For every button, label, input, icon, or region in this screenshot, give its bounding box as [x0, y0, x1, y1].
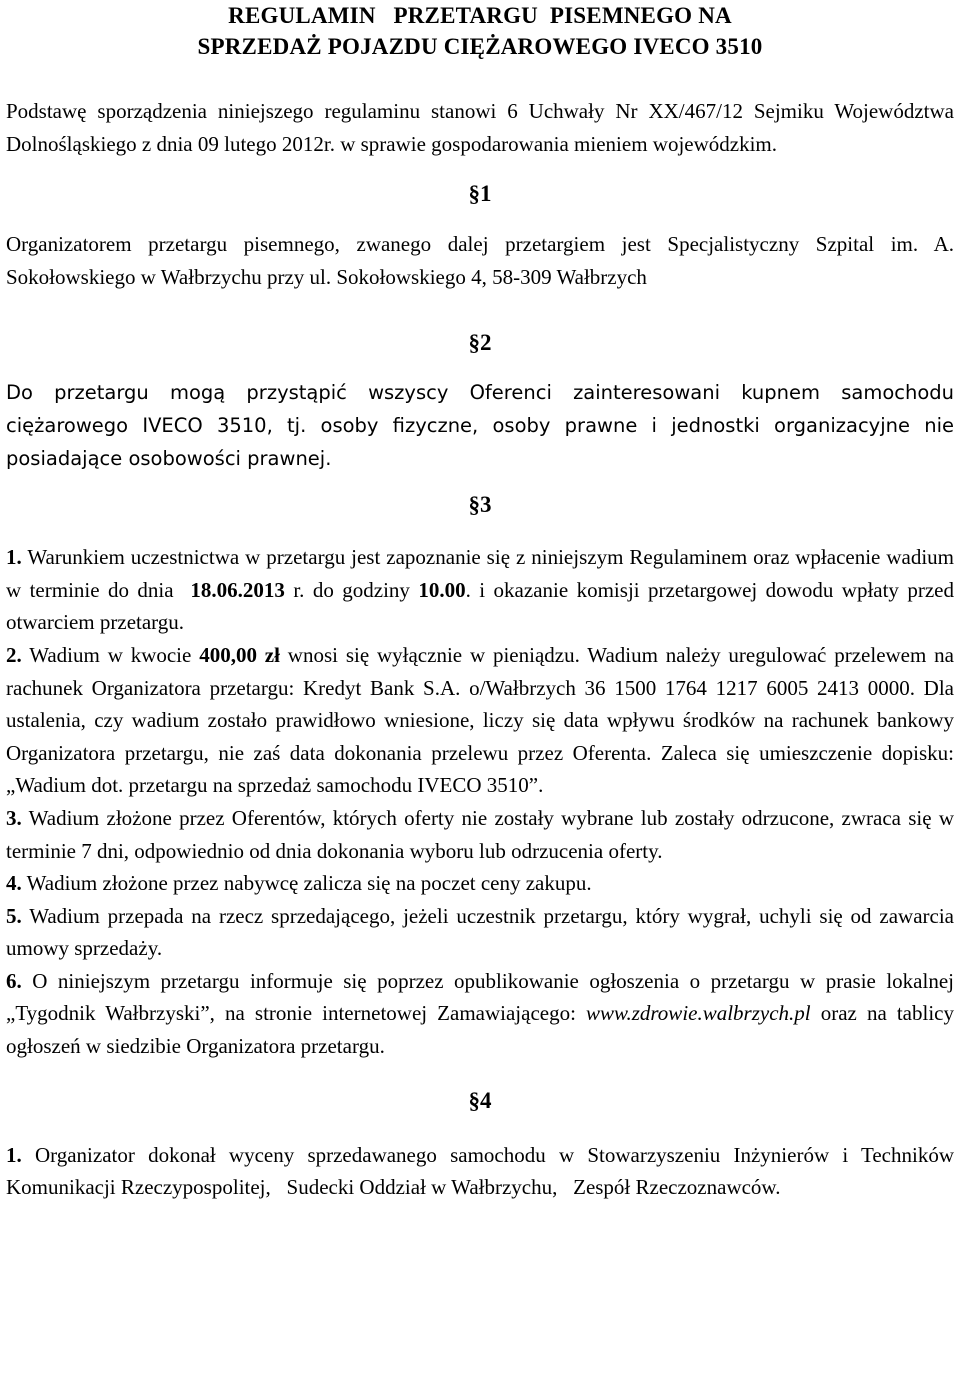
point-number: 5.: [6, 903, 22, 928]
section-3-point-4: [6, 867, 954, 900]
title-line-1: REGULAMIN PRZETARGU PISEMNEGO NA: [228, 3, 732, 28]
section-symbol: §: [468, 1087, 480, 1113]
document-title: [6, 0, 954, 62]
point-number: 2.: [6, 642, 22, 667]
section-3-point-5: [6, 900, 954, 965]
section-1-heading: [6, 178, 954, 210]
point-number: 4.: [6, 871, 22, 896]
point-number: 1.: [6, 1142, 22, 1167]
section-4-heading: [6, 1085, 954, 1117]
point-text: wnosi się wyłącznie w pieniądzu. Wadium należy uregulować przelewem na rachunek Organizatora przetargu: Kredyt Bank S.A. o/Wałbrzych 36 1500 1764 1217 6005 2413 0000. Dla ustalenia, czy wadium zostało prawidłowo wniesione, liczy się data wpływu środków na rachunek bankowy Organizatora przetargu, nie zaś data dokonania przelewu przez Oferenta. Zaleca się umieszczenie dopisku: „Wadium dot. przetargu na sprzedaż samochodu IVECO 3510”.: [6, 642, 954, 798]
point-text: . i okazanie komisji przetargowej dowodu wpłaty przed otwarciem przetargu.: [6, 577, 954, 635]
point-number: 6.: [6, 968, 22, 993]
deadline-time: 10.00: [418, 577, 466, 602]
document-page: [6, 0, 960, 1204]
point-number: 3.: [6, 805, 22, 830]
point-text: Organizator dokonał wyceny sprzedawanego samochodu w Stowarzyszeniu Inżynierów i Techników Komunikacji Rzeczypospolitej, Sudecki Oddział w Wałbrzychu, Zespół Rzeczoznawców.: [6, 1142, 960, 1200]
point-text: Wadium w kwocie: [21, 642, 200, 667]
section-number: 1: [480, 181, 492, 207]
intro-paragraph: Podstawę sporządzenia niniejszego regulaminu stanowi 6 Uchwały Nr XX/467/12 Sejmiku Województwa Dolnośląskiego z dnia 09 lutego 2012r. w sprawie gospodarowania mieniem wojewódzkim.: [6, 99, 954, 156]
website-link[interactable]: www.zdrowie.walbrzych.pl: [586, 1001, 811, 1026]
section-number: 3: [480, 492, 492, 518]
section-number: 2: [480, 330, 492, 356]
section-3-point-2: [6, 639, 954, 802]
section-3-point-6: [6, 965, 954, 1063]
point-text: O niniejszym przetargu informuje się poprzez opublikowanie ogłoszenia o przetargu w prasie lokalnej „Tygodnik Wałbrzyski”, na stronie internetowej Zamawiającego:: [6, 968, 954, 1026]
section-3-heading: [6, 489, 954, 521]
section-4-point-1: [6, 1139, 960, 1204]
point-text: Warunkiem uczestnictwa w przetargu jest zapoznanie się z niniejszym Regulaminem oraz wpłacenie wadium w terminie do dnia: [6, 545, 960, 602]
deposit-amount: 400,00 zł: [199, 642, 280, 667]
section-symbol: §: [468, 492, 480, 518]
point-number: 1.: [6, 545, 22, 570]
point-text: oraz na tablicy ogłoszeń w siedzibie Organizatora przetargu.: [6, 1001, 954, 1059]
point-text: Wadium złożone przez nabywcę zalicza się na poczet ceny zakupu.: [21, 871, 592, 896]
section-number: 4: [480, 1087, 492, 1113]
section-3-point-3: [6, 802, 954, 867]
section-1-text: Organizatorem przetargu pisemnego, zwanego dalej przetargiem jest Specjalistyczny Szpital im. A. Sokołowskiego w Wałbrzychu przy ul. Sokołowskiego 4, 58-309 Wałbrzych: [6, 232, 954, 289]
section-symbol: §: [468, 181, 480, 207]
section-symbol: §: [468, 330, 480, 356]
point-text: Wadium przepada na rzecz sprzedającego, jeżeli uczestnik przetargu, który wygrał, uchyli się od zawarcia umowy sprzedaży.: [6, 903, 954, 961]
title-line-2: SPRZEDAŻ POJAZDU CIĘŻAROWEGO IVECO 3510: [197, 34, 763, 59]
section-2-text: Do przetargu mogą przystąpić wszyscy Oferenci zainteresowani kupnem samochodu ciężarowego IVECO 3510, tj. osoby fizyczne, osoby prawne i jednostki organizacyjne nie posiadające osobowości prawnej.: [6, 381, 954, 470]
section-2-heading: [6, 327, 954, 359]
point-text: r. do godziny: [284, 577, 419, 602]
deadline-date: 18.06.2013: [190, 577, 285, 602]
section-3-point-1: [6, 541, 960, 639]
point-text: Wadium złożone przez Oferentów, których oferty nie zostały wybrane lub zostały odrzucone, zwraca się w terminie 7 dni, odpowiednio od dnia dokonania wyboru lub odrzucenia oferty.: [6, 805, 954, 863]
